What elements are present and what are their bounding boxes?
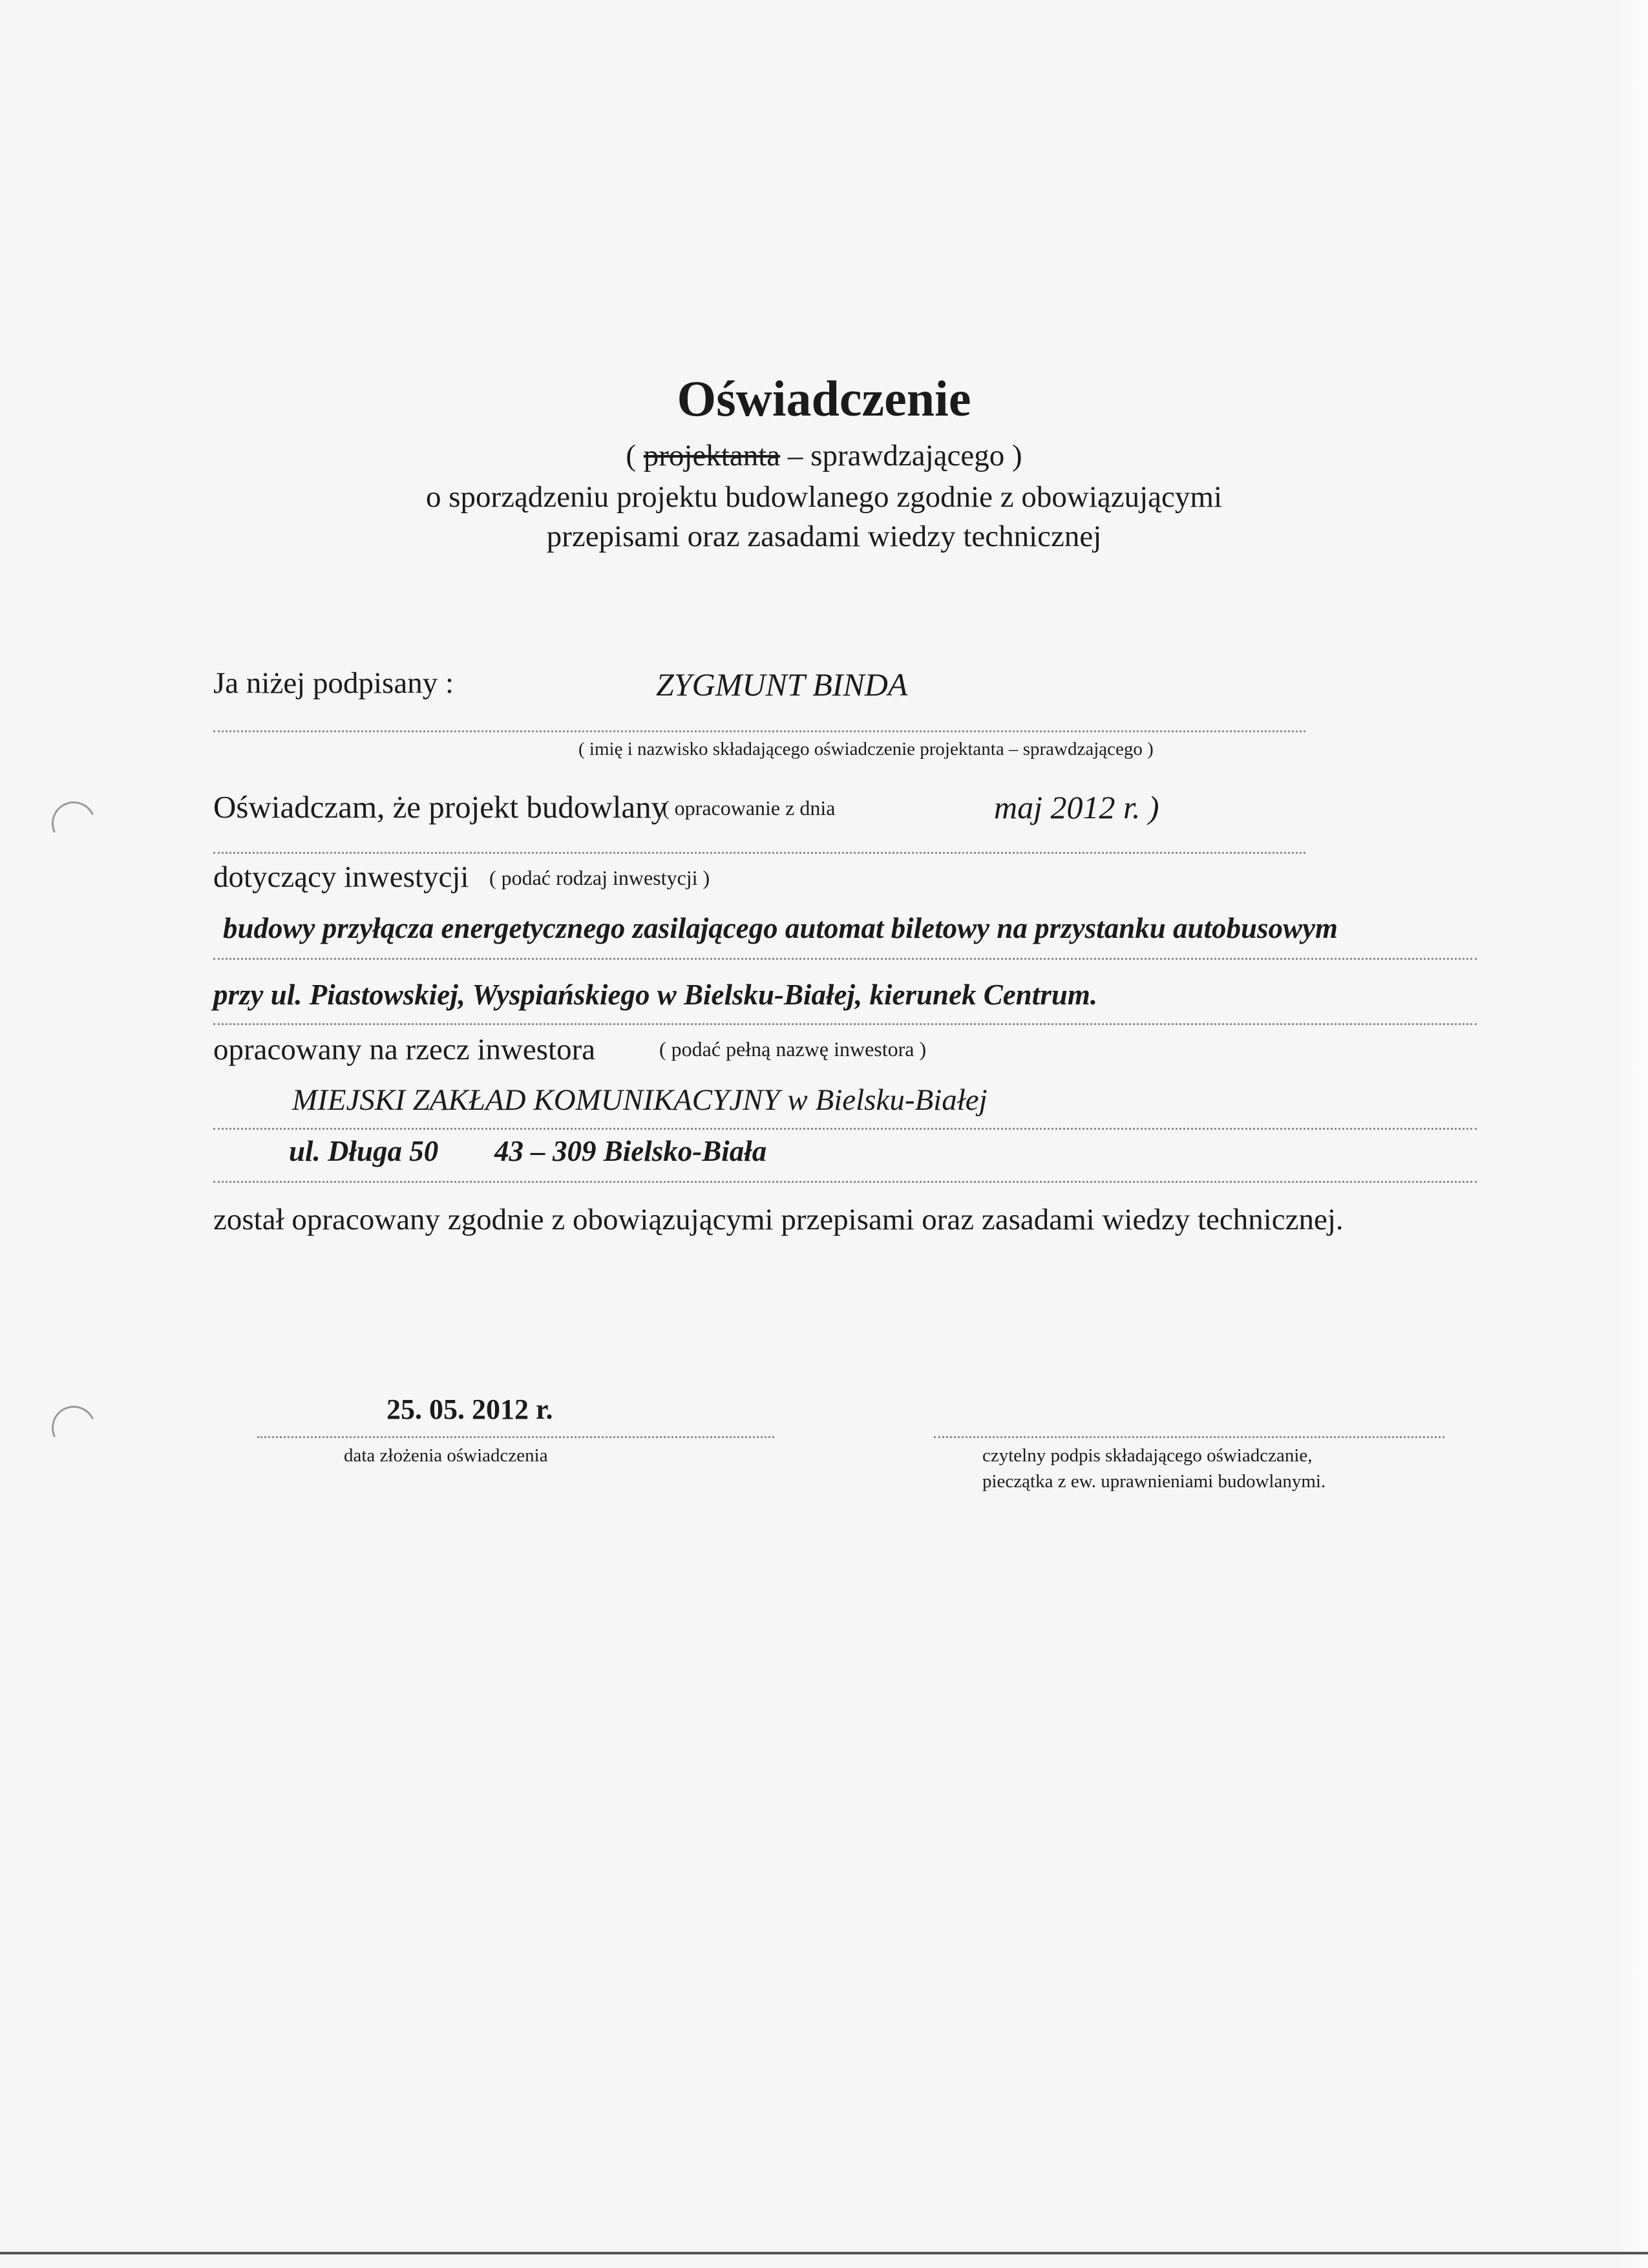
investor-postcode-city: 43 – 309 Bielsko-Biała [494,1135,767,1167]
investor-dotted-line-2 [213,1181,1477,1183]
investment-dotted-line-1 [213,958,1477,960]
document-title: Oświadczenie [677,370,971,427]
project-date-value: maj 2012 r. ) [994,789,1159,825]
investor-name: MIEJSKI ZAKŁAD KOMUNIKACYJNY w Bielsku-Białej [292,1083,988,1117]
investment-label: dotyczący inwestycji [213,860,469,894]
signatory-name: ZYGMUNT BINDA [656,666,908,703]
signatory-caption: ( imię i nazwisko składającego oświadczenie projektanta – sprawdzającego ) [578,739,1154,759]
investor-street: ul. Długa 50 [289,1135,439,1167]
page-right-edge [1612,0,1648,2268]
investment-hint: ( podać rodzaj inwestycji ) [489,866,710,889]
conclusion-text: został opracowany zgodnie z obowiązującymi przepisami oraz zasadami wiedzy technicznej. [213,1203,1344,1236]
punch-hole-upper [45,795,101,851]
heading-line-2: o sporządzeniu projektu budowlanego zgodnie z obowiązującymi [425,480,1223,514]
scan-bottom-edge [0,2252,1648,2254]
investor-dotted-line-1 [213,1128,1477,1130]
investment-line-2: przy ul. Piastowskiej, Wyspiańskiego w Bielsku-Białej, kierunek Centrum. [213,979,1098,1011]
declaration-date: 25. 05. 2012 r. [386,1394,553,1425]
role-rest: – sprawdzającego ) [787,439,1022,472]
signature-caption-1: czytelny podpis składającego oświadczanie, [982,1445,1313,1466]
signatory-label: Ja niżej podpisany : [213,666,454,700]
role-line [0,438,1648,473]
investment-dotted-line-2 [213,1023,1477,1025]
project-date-hint: ( opracowanie z dnia [662,796,836,820]
project-dotted-line [213,852,1305,854]
project-intro: Oświadczam, że projekt budowlany [213,789,668,825]
investment-line-1: budowy przyłącza energetycznego zasilającego automat biletowy na przystanku autobusowym [223,912,1338,944]
investor-hint: ( podać pełną nazwę inwestora ) [659,1037,927,1061]
signature-dotted-line [934,1436,1444,1438]
role-open: ( [626,439,636,472]
signatory-dotted-line [213,730,1305,732]
investor-label: opracowany na rzecz inwestora [213,1033,596,1066]
punch-hole-lower [45,1399,101,1456]
signature-caption-2: pieczątka z ew. uprawnieniami budowlanymi. [982,1471,1326,1492]
date-caption: data złożenia oświadczenia [344,1445,548,1466]
date-dotted-line [257,1436,774,1438]
heading-line-3: przepisami oraz zasadami wiedzy technicznej [546,520,1102,553]
role-struck: projektanta [643,439,781,472]
